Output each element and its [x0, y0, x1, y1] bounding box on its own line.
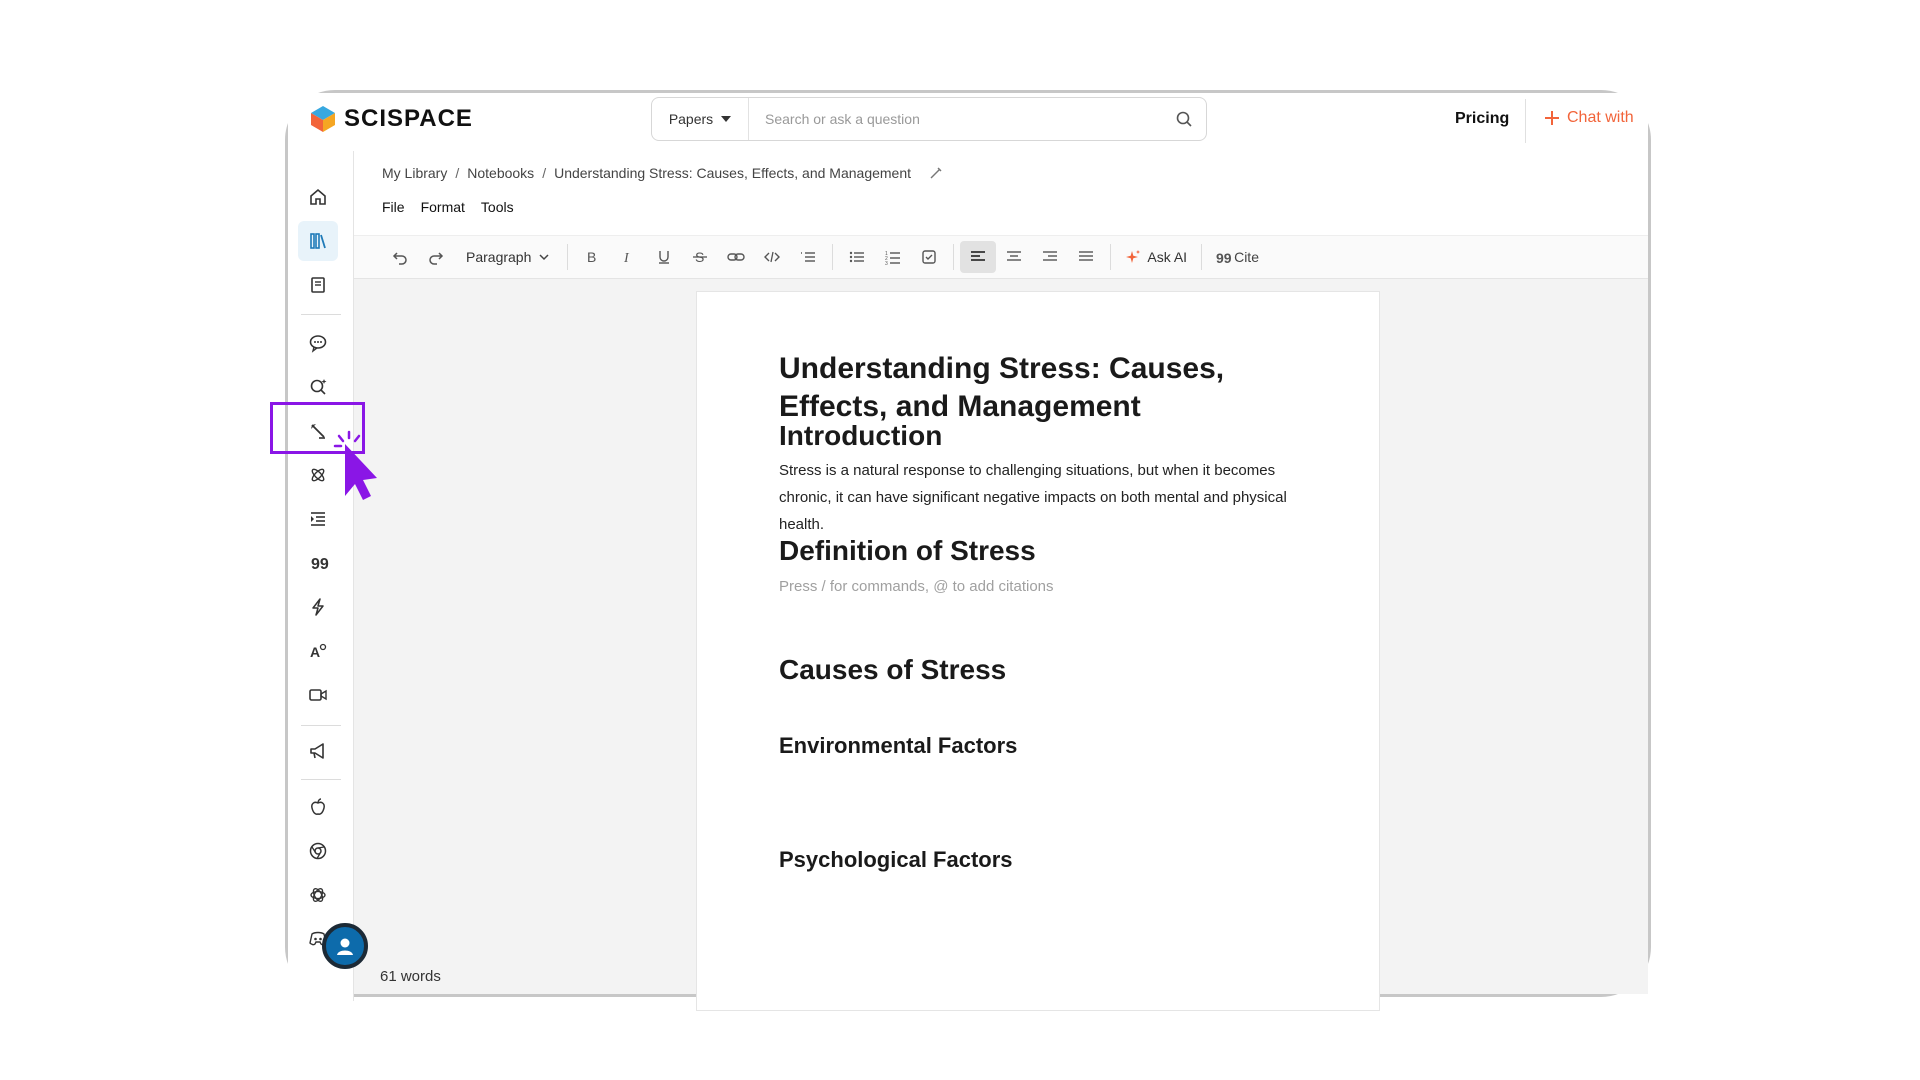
- edit-title-icon[interactable]: [929, 166, 943, 180]
- user-icon: [334, 935, 356, 957]
- caret-down-icon: [721, 116, 731, 122]
- plus-icon: [1545, 111, 1559, 125]
- top-bar: [288, 93, 1648, 152]
- breadcrumb-separator: /: [455, 165, 460, 181]
- intro-paragraph[interactable]: Stress is a natural response to challenging situations, but when it becomes chronic, it can have significant negative impacts on both mental and physical health.: [779, 462, 1287, 533]
- chat-icon[interactable]: [298, 323, 338, 363]
- editor-placeholder[interactable]: Press / for commands, @ to add citations: [779, 578, 1054, 595]
- undo-icon[interactable]: [382, 241, 418, 273]
- checklist-icon[interactable]: [911, 241, 947, 273]
- toolbar-divider: [567, 244, 568, 270]
- cite-label: Cite: [1234, 249, 1259, 265]
- sidebar-divider: [301, 779, 341, 780]
- breadcrumb-separator: /: [542, 165, 547, 181]
- paragraph-style-label: Paragraph: [466, 249, 532, 265]
- indent-list-icon[interactable]: [790, 241, 826, 273]
- document-page[interactable]: [696, 291, 1380, 1011]
- chat-with-button[interactable]: [1545, 109, 1634, 127]
- heading-definition[interactable]: Definition of Stress: [779, 535, 1036, 566]
- svg-text:2: 2: [885, 256, 889, 262]
- search-ai-icon[interactable]: [298, 367, 338, 407]
- chat-with-label: Chat with: [1567, 109, 1634, 126]
- heading-environmental-factors[interactable]: Environmental Factors: [779, 733, 1018, 758]
- library-icon[interactable]: [298, 221, 338, 261]
- quote-icon: [1216, 250, 1230, 264]
- align-left-icon[interactable]: [960, 241, 996, 273]
- logo[interactable]: [310, 105, 473, 133]
- editor-toolbar: [354, 235, 1648, 279]
- sidebar-divider: [301, 725, 341, 726]
- extract-icon[interactable]: [298, 455, 338, 495]
- bullet-list-icon[interactable]: [839, 241, 875, 273]
- paragraph-style-dropdown[interactable]: [454, 241, 561, 273]
- chrome-icon[interactable]: [298, 831, 338, 871]
- svg-text:99: 99: [1216, 250, 1232, 266]
- app-window: [285, 90, 1651, 997]
- toolbar-divider: [832, 244, 833, 270]
- announcement-icon[interactable]: [298, 731, 338, 771]
- redo-icon[interactable]: [418, 241, 454, 273]
- toolbar-divider: [1201, 244, 1202, 270]
- heading-psychological-factors[interactable]: Psychological Factors: [779, 847, 1013, 872]
- breadcrumb-current: Understanding Stress: Causes, Effects, and Management: [554, 165, 912, 181]
- literature-review-icon[interactable]: [298, 499, 338, 539]
- document-title[interactable]: Understanding Stress: Causes, Effects, and Management: [779, 352, 1225, 423]
- svg-text:S: S: [695, 249, 705, 265]
- toolbar-divider: [1110, 244, 1111, 270]
- breadcrumb: [382, 165, 943, 181]
- logo-icon: [310, 105, 336, 133]
- breadcrumb-my-library[interactable]: My Library: [382, 165, 448, 181]
- breadcrumb-notebooks[interactable]: Notebooks: [467, 165, 535, 181]
- citation-icon[interactable]: [298, 543, 338, 583]
- openai-icon[interactable]: [298, 875, 338, 915]
- search-input[interactable]: [749, 110, 1162, 128]
- bold-icon[interactable]: [574, 241, 610, 273]
- underline-icon[interactable]: [646, 241, 682, 273]
- word-count: 61 words: [380, 968, 441, 985]
- menu-tools[interactable]: Tools: [480, 199, 514, 215]
- menu-bar: [382, 199, 514, 215]
- search-icon[interactable]: [1162, 111, 1206, 127]
- link-icon[interactable]: [718, 241, 754, 273]
- strikethrough-icon[interactable]: [682, 241, 718, 273]
- heading-introduction[interactable]: Introduction: [779, 420, 943, 451]
- menu-format[interactable]: Format: [420, 199, 465, 215]
- ask-ai-button[interactable]: [1117, 249, 1195, 265]
- support-avatar[interactable]: [322, 923, 368, 969]
- menu-file[interactable]: File: [382, 199, 405, 215]
- sidebar-divider: [301, 314, 341, 315]
- svg-text:3: 3: [885, 261, 889, 267]
- flash-icon[interactable]: [298, 587, 338, 627]
- sidebar: [288, 151, 354, 1001]
- editor-canvas: [354, 279, 1648, 994]
- search-scope-dropdown[interactable]: [652, 98, 749, 140]
- align-justify-icon[interactable]: [1068, 241, 1104, 273]
- ask-ai-label: Ask AI: [1147, 249, 1188, 265]
- sparkle-icon: [1125, 249, 1141, 265]
- code-icon[interactable]: [754, 241, 790, 273]
- paraphrase-icon[interactable]: [298, 631, 338, 671]
- home-icon[interactable]: [298, 177, 338, 217]
- svg-text:I: I: [624, 251, 630, 266]
- align-center-icon[interactable]: [996, 241, 1032, 273]
- video-icon[interactable]: [298, 675, 338, 715]
- svg-text:99: 99: [311, 556, 329, 573]
- header-divider: [1525, 99, 1526, 143]
- apple-icon[interactable]: [298, 787, 338, 827]
- toolbar-divider: [953, 244, 954, 270]
- italic-icon[interactable]: [610, 241, 646, 273]
- search-bar: [651, 97, 1207, 141]
- search-scope-label: Papers: [668, 111, 714, 127]
- notebook-icon[interactable]: [298, 265, 338, 305]
- chevron-down-icon: [539, 254, 549, 260]
- logo-text: SCISPACE: [344, 105, 473, 132]
- svg-text:1: 1: [885, 251, 889, 257]
- pointer-cursor-icon: [335, 430, 383, 502]
- heading-causes[interactable]: Causes of Stress: [779, 654, 1007, 685]
- svg-text:A: A: [310, 644, 321, 660]
- cite-button[interactable]: [1208, 249, 1267, 265]
- numbered-list-icon[interactable]: [875, 241, 911, 273]
- pricing-link[interactable]: Pricing: [1455, 110, 1510, 127]
- notebook-header: [354, 151, 1648, 235]
- align-right-icon[interactable]: [1032, 241, 1068, 273]
- svg-text:B: B: [587, 249, 597, 265]
